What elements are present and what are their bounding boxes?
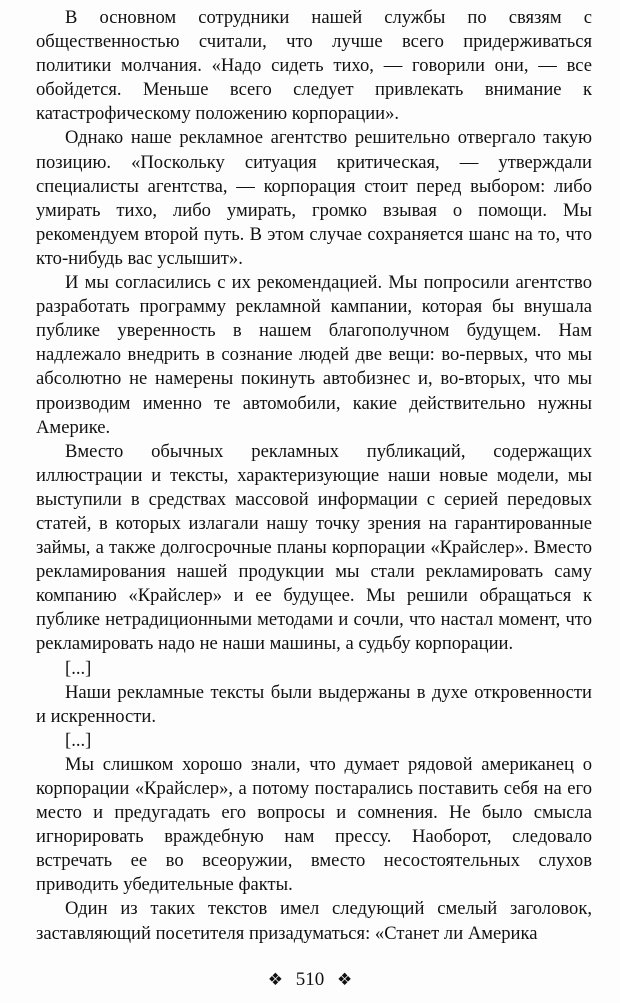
paragraph-1: В основном сотрудники нашей службы по связям с общественностью считали, что лучше всего придерживаться политики молчания. «Надо сидеть тихо, — говорили они, — все обойдется. Меньше всего следует привлекать внимание к катастрофическому положению корпорации». — [36, 7, 592, 125]
paragraph-5: Наши рекламные тексты были выдержаны в духе откровенности и искренности. — [36, 681, 592, 727]
page-footer — [0, 968, 620, 991]
omission-mark-2: [...] — [65, 729, 92, 751]
paragraph-7: Один из таких текстов имел следующий смелый заголовок, заставляющий посетителя призадуматься: «Станет ли Америка — [36, 898, 592, 944]
ornament-right-icon: ❖ — [337, 969, 353, 990]
body-text — [36, 6, 592, 946]
ornament-left-icon: ❖ — [267, 969, 283, 990]
paragraph-6: Мы слишком хорошо знали, что думает рядовой американец о корпорации «Крайслер», а потому постарались поставить себя на его место и предугадать его вопросы и сомнения. Не было смысла игнорировать враждебную нам прессу. Наоборот, следовало встречать ее во всеоружии, вместо несостоятельных слухов приводить убедительные факты. — [36, 753, 592, 896]
paragraph-4: Вместо обычных рекламных публикаций, содержащих иллюстрации и тексты, характеризующие наши новые модели, мы выступили в средствах массовой информации с серией передовых статей, в которых излагали нашу точку зрения на гарантированные займы, а также долгосрочные планы корпорации «Крайслер». Вместо рекламирования нашей продукции мы стали рекламировать саму компанию «Крайслер» и ее будущее. Мы решили обращаться к публике нетрадиционными методами и сочли, что настал момент, что рекламировать надо не наши машины, а судьбу корпорации. — [36, 440, 592, 655]
page-number: 510 — [295, 968, 325, 990]
paragraph-3: И мы согласились с их рекомендацией. Мы попросили агентство разработать программу рекламной кампании, которая бы внушала публике уверенность в нашем благополучном будущем. Нам надлежало внедрить в сознание людей две вещи: во-первых, что мы абсолютно не намерены покинуть автобизнес и, во-вторых, что мы производим именно те автомобили, какие действительно нужны Америке. — [36, 272, 592, 438]
omission-mark-1: [...] — [65, 657, 92, 679]
paragraph-2: Однако наше рекламное агентство решительно отвергало такую позицию. «Поскольку ситуация критическая, — утверждали специалисты агентства, — корпорация стоит перед выбором: либо умирать тихо, либо умирать, громко взывая о помощи. Мы рекомендуем второй путь. В этом случае сохраняется шанс на то, что кто-нибудь вас услышит». — [36, 127, 592, 269]
